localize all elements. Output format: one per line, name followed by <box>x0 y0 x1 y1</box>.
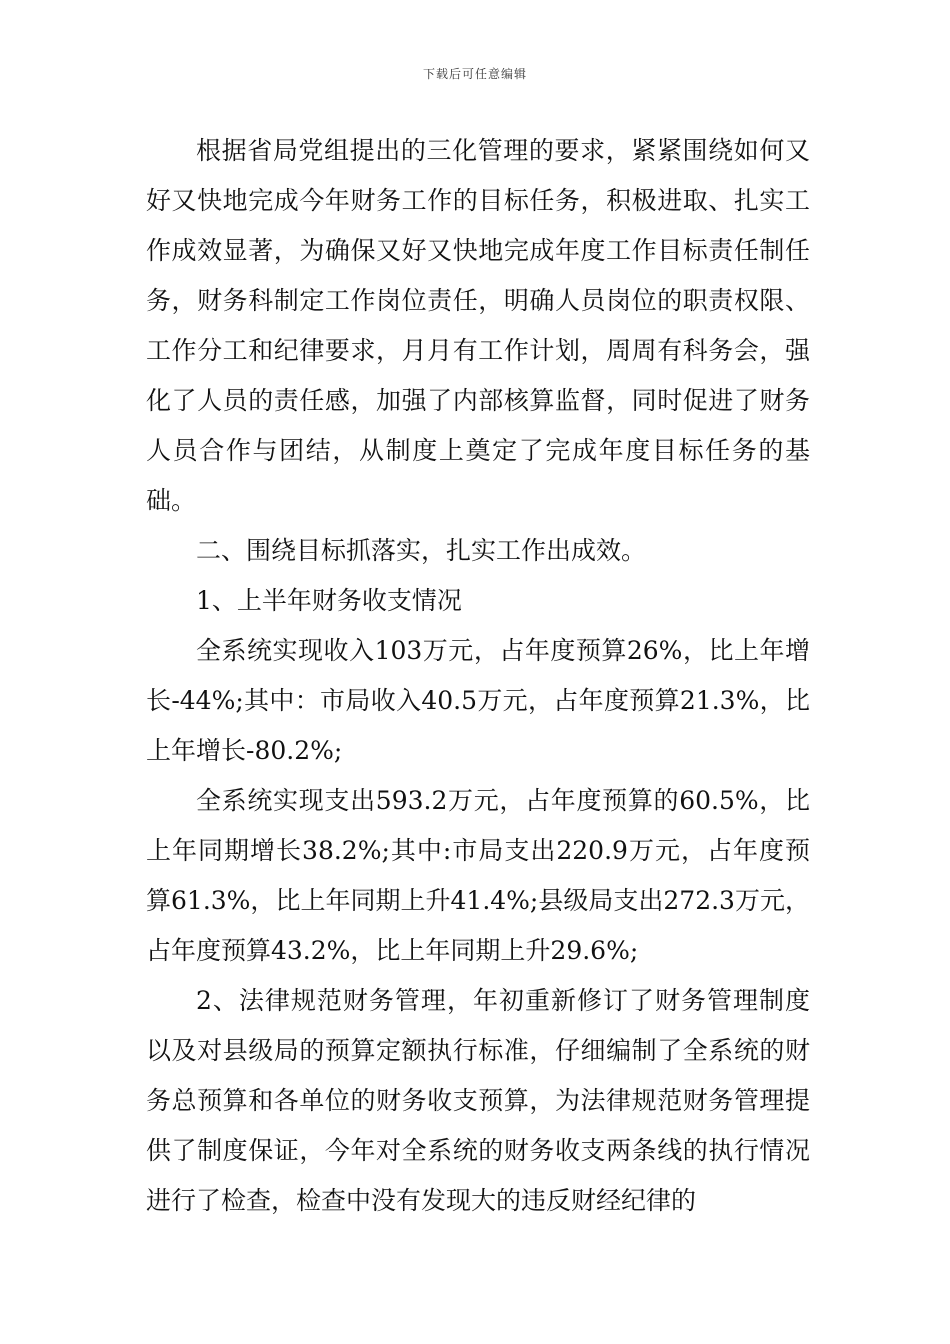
paragraph-income: 全系统实现收入103万元，占年度预算26%，比上年增长-44%;其中：市局收入40.5万元，占年度预算21.3%，比上年增长-80.2%; <box>146 636 810 765</box>
document-body <box>146 126 810 1226</box>
header-note: 下载后可任意编辑 <box>422 67 527 81</box>
section-heading-2: 二、围绕目标抓落实，扎实工作出成效。 <box>196 536 647 565</box>
subheading-1: 1、上半年财务收支情况 <box>196 586 462 615</box>
paragraph-expenditure: 全系统实现支出593.2万元，占年度预算的60.5%，比上年同期增长38.2%;其中:市局支出220.9万元，占年度预算61.3%，比上年同期上升41.4%;县级局支出272.3万元，占年度预算43.2%，比上年同期上升29.6%; <box>146 786 810 965</box>
paragraph-management: 2、法律规范财务管理，年初重新修订了财务管理制度以及对县级局的预算定额执行标准，仔细编制了全系统的财务总预算和各单位的财务收支预算，为法律规范财务管理提供了制度保证，今年对全系统的财务收支两条线的执行情况进行了检查，检查中没有发现大的违反财经纪律的 <box>146 986 810 1215</box>
paragraph-intro: 根据省局党组提出的三化管理的要求，紧紧围绕如何又好又快地完成今年财务工作的目标任务，积极进取、扎实工作成效显著，为确保又好又快地完成年度工作目标责任制任务，财务科制定工作岗位责任，明确人员岗位的职责权限、工作分工和纪律要求，月月有工作计划，周周有科务会，强化了人员的责任感，加强了内部核算监督，同时促进了财务人员合作与团结，从制度上奠定了完成年度目标任务的基础。 <box>146 136 810 515</box>
